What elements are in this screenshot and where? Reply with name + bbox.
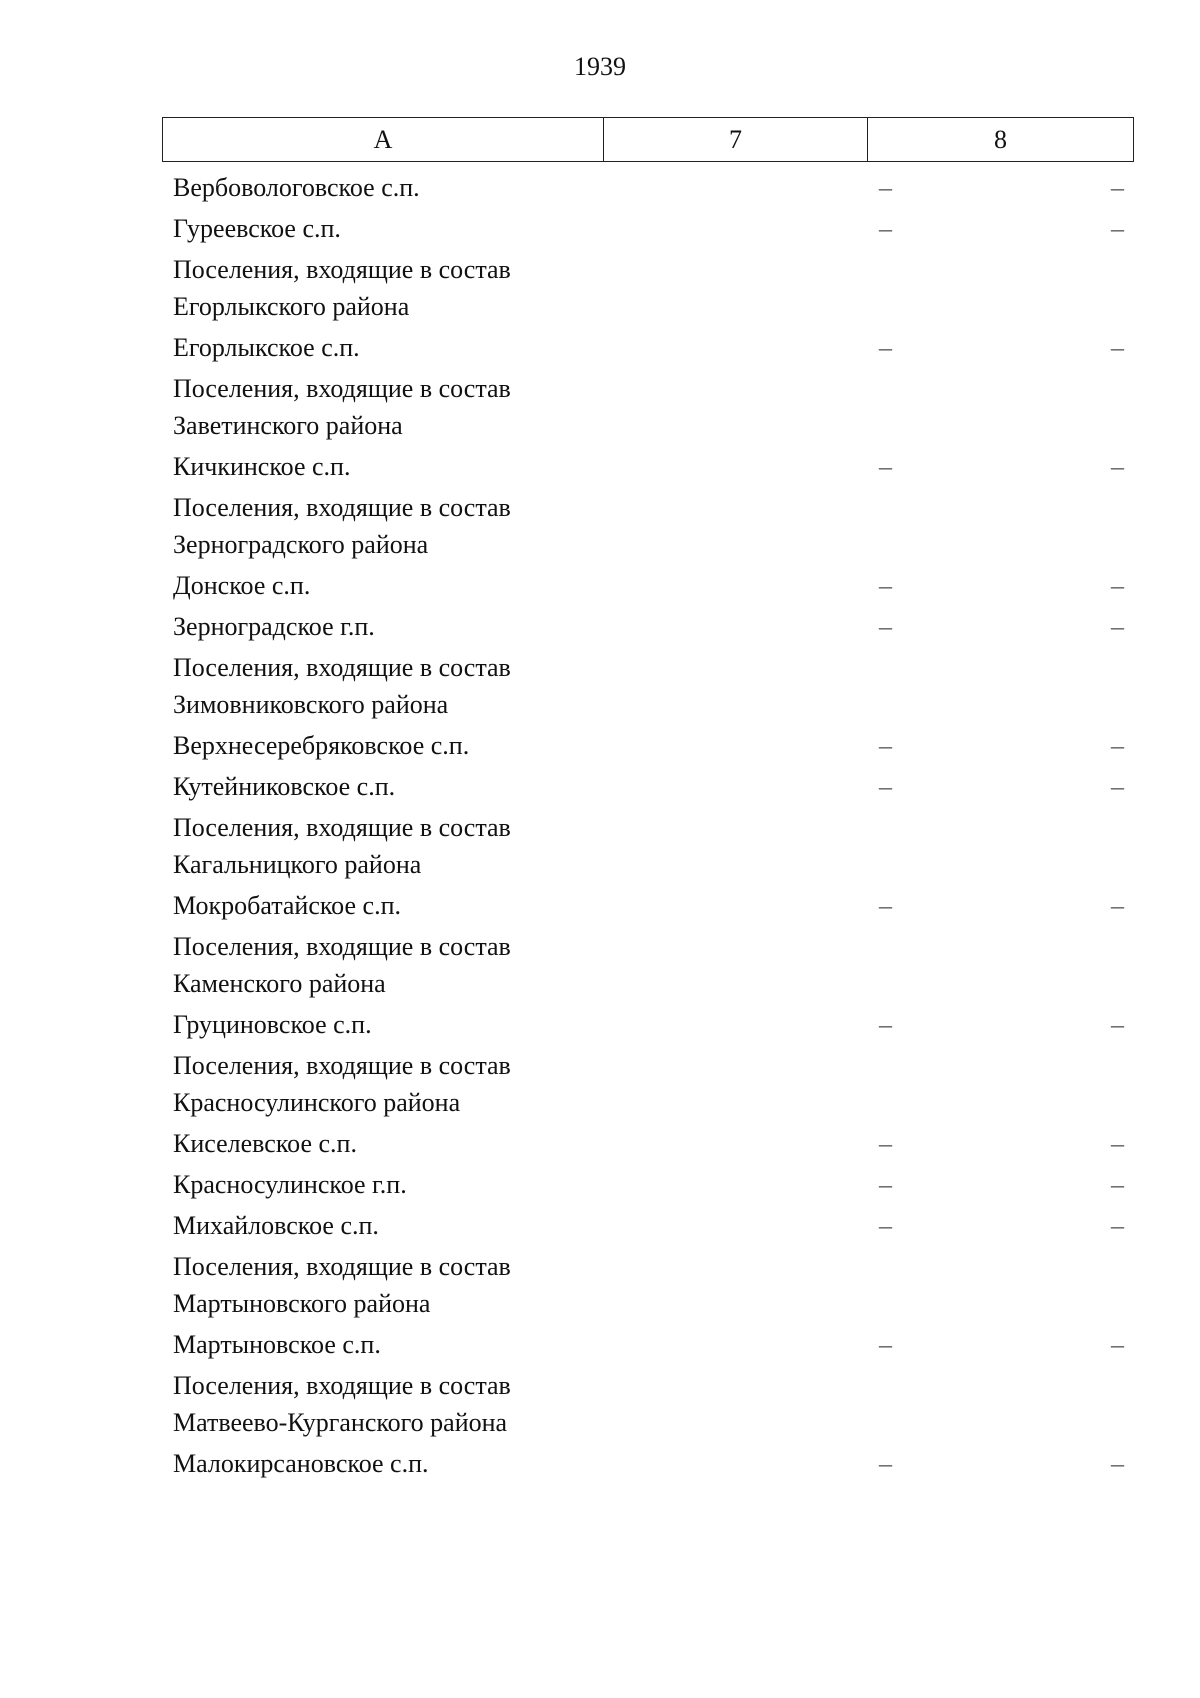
row-value-7 [722, 649, 892, 723]
row-value-7: – [879, 1129, 892, 1158]
header-column-8: 8 [994, 124, 1007, 154]
row-value-7: – [879, 1010, 892, 1039]
row-name: Поселения, входящие в состав Зимовниковского района [173, 653, 511, 719]
row-name: Поселения, входящие в состав Егорлыкского района [173, 255, 511, 321]
row-value-7 [722, 489, 892, 563]
table-row [162, 167, 1134, 208]
table-row [162, 1205, 1134, 1246]
row-name: Кичкинское с.п. [173, 452, 351, 481]
row-value-7: – [879, 1449, 892, 1478]
row-value-7: – [879, 571, 892, 600]
row-value-7: – [879, 891, 892, 920]
row-value-7 [722, 1047, 892, 1121]
table-header [162, 117, 1134, 162]
group-heading-row [162, 487, 1134, 565]
row-value-8: – [1111, 214, 1124, 243]
row-name: Михайловское с.п. [173, 1211, 379, 1240]
row-value-7: – [879, 214, 892, 243]
row-value-7 [722, 1248, 892, 1322]
row-value-8: – [1111, 333, 1124, 362]
table-row [162, 565, 1134, 606]
row-value-8 [892, 370, 1134, 444]
table-row [162, 1443, 1134, 1484]
row-name: Поселения, входящие в состав Кагальницкого района [173, 813, 511, 879]
header-column-7: 7 [604, 118, 868, 161]
row-name: Зерноградское г.п. [173, 612, 375, 641]
row-value-7: – [879, 772, 892, 801]
row-value-8 [892, 649, 1134, 723]
row-name: Кутейниковское с.п. [173, 772, 396, 801]
row-name: Поселения, входящие в состав Матвеево-Курганского района [173, 1371, 511, 1437]
row-value-8: – [1111, 1211, 1124, 1240]
row-value-7: – [879, 1170, 892, 1199]
table-row [162, 606, 1134, 647]
table-body [162, 167, 1134, 1484]
row-name: Егорлыкское с.п. [173, 333, 360, 362]
row-name: Красносулинское г.п. [173, 1170, 407, 1199]
row-value-8 [892, 489, 1134, 563]
group-heading-row [162, 1246, 1134, 1324]
row-value-7: – [879, 612, 892, 641]
row-value-7 [722, 809, 892, 883]
row-name: Гуреевское с.п. [173, 214, 341, 243]
row-value-8: – [1111, 1449, 1124, 1478]
row-name: Малокирсановское с.п. [173, 1449, 429, 1478]
row-value-7: – [879, 333, 892, 362]
page-number: 1939 [574, 52, 626, 81]
row-name: Поселения, входящие в состав Каменского района [173, 932, 511, 998]
row-value-8: – [1111, 571, 1124, 600]
row-value-8: – [1111, 612, 1124, 641]
row-value-8 [892, 1367, 1134, 1441]
row-value-8: – [1111, 891, 1124, 920]
row-value-8 [892, 809, 1134, 883]
row-value-7 [722, 1367, 892, 1441]
row-value-8 [892, 928, 1134, 1002]
table-row [162, 1004, 1134, 1045]
table-row [162, 1164, 1134, 1205]
row-name: Верхнесеребряковское с.п. [173, 731, 470, 760]
row-value-8: – [1111, 173, 1124, 202]
row-value-7 [722, 251, 892, 325]
row-name: Вербовологовское с.п. [173, 173, 420, 202]
row-name: Киселевское с.п. [173, 1129, 357, 1158]
row-value-8: – [1111, 452, 1124, 481]
row-value-8: – [1111, 731, 1124, 760]
row-value-7: – [879, 452, 892, 481]
row-value-7: – [879, 1211, 892, 1240]
table-row [162, 885, 1134, 926]
row-value-8 [892, 1248, 1134, 1322]
table-row [162, 446, 1134, 487]
row-name: Груциновское с.п. [173, 1010, 372, 1039]
row-name: Поселения, входящие в состав Заветинского района [173, 374, 511, 440]
row-name: Поселения, входящие в состав Красносулинского района [173, 1051, 511, 1117]
row-value-8: – [1111, 1129, 1124, 1158]
group-heading-row [162, 368, 1134, 446]
table-row [162, 725, 1134, 766]
table-row [162, 208, 1134, 249]
table-row [162, 1324, 1134, 1365]
table-row [162, 766, 1134, 807]
group-heading-row [162, 1045, 1134, 1123]
group-heading-row [162, 647, 1134, 725]
row-value-7: – [879, 173, 892, 202]
row-value-8: – [1111, 772, 1124, 801]
row-value-7 [722, 370, 892, 444]
row-value-7: – [879, 1330, 892, 1359]
row-name: Поселения, входящие в состав Зерноградского района [173, 493, 511, 559]
row-value-8 [892, 251, 1134, 325]
table-row [162, 1123, 1134, 1164]
group-heading-row [162, 926, 1134, 1004]
row-value-8: – [1111, 1330, 1124, 1359]
row-value-7 [722, 928, 892, 1002]
row-value-8 [892, 1047, 1134, 1121]
group-heading-row [162, 249, 1134, 327]
row-name: Мокробатайское с.п. [173, 891, 401, 920]
row-name: Донское с.п. [173, 571, 311, 600]
header-column-a: А [163, 118, 604, 161]
row-name: Поселения, входящие в состав Мартыновского района [173, 1252, 511, 1318]
row-value-8: – [1111, 1170, 1124, 1199]
group-heading-row [162, 807, 1134, 885]
table-row [162, 327, 1134, 368]
row-value-8: – [1111, 1010, 1124, 1039]
row-name: Мартыновское с.п. [173, 1330, 381, 1359]
group-heading-row [162, 1365, 1134, 1443]
row-value-7: – [879, 731, 892, 760]
